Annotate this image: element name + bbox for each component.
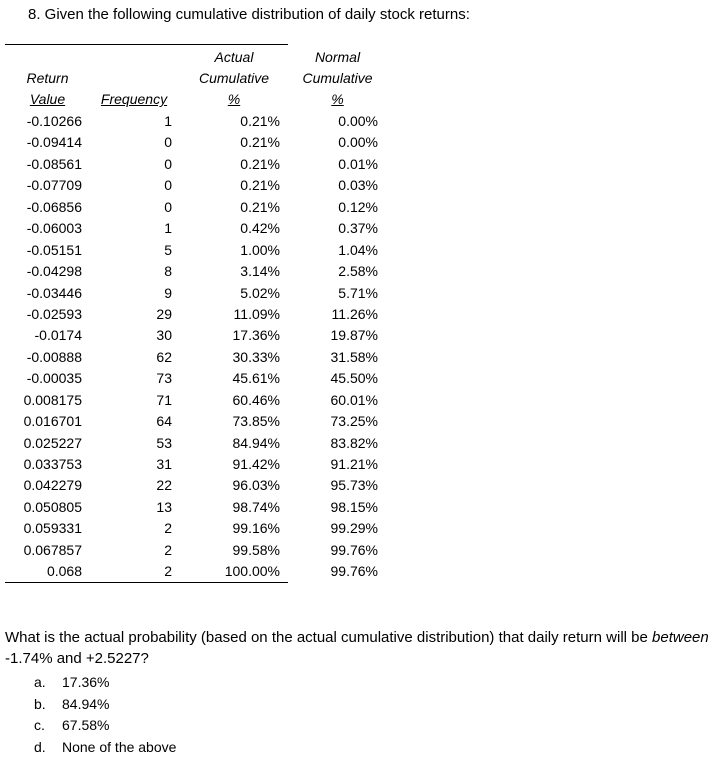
cell-return-value: -0.02593 [26, 305, 82, 322]
cell-frequency: 71 [156, 391, 172, 408]
cell-normal-cumulative: 60.01% [330, 391, 378, 408]
cell-frequency: 62 [156, 348, 172, 365]
header-return-line-2: Value [29, 91, 66, 107]
cell-return-value: 0.008175 [23, 391, 82, 408]
cell-return-value: 0.025227 [23, 434, 82, 451]
cell-return-value: 0.067857 [23, 541, 82, 558]
cell-return-value: -0.0174 [34, 327, 82, 344]
cell-normal-cumulative: 99.76% [330, 563, 378, 580]
cell-normal-cumulative: 2.58% [338, 263, 378, 280]
question-text-between: between [652, 629, 709, 646]
cell-actual-cumulative: 11.09% [233, 305, 280, 322]
cell-normal-cumulative: 0.03% [338, 177, 378, 194]
cell-return-value: -0.00888 [26, 348, 82, 365]
cell-actual-cumulative: 73.85% [232, 413, 280, 430]
cell-normal-cumulative: 0.12% [338, 198, 378, 215]
header-frequency [94, 89, 174, 110]
cell-normal-cumulative: 11.26% [331, 305, 378, 322]
cell-frequency: 9 [164, 284, 172, 301]
cell-normal-cumulative: 0.00% [338, 134, 378, 151]
header-actual-cumulative [185, 47, 283, 110]
header-return-value [10, 68, 85, 110]
cell-normal-cumulative: 83.82% [330, 434, 378, 451]
cell-actual-cumulative: 0.42% [240, 220, 280, 237]
cell-actual-cumulative: 0.21% [240, 113, 280, 129]
choice-text: 67.58% [62, 717, 110, 733]
header-normal-line-1: Normal [314, 49, 361, 65]
cell-actual-cumulative: 100.00% [224, 563, 280, 580]
cell-return-value: -0.03446 [26, 284, 82, 301]
cell-normal-cumulative: 73.25% [330, 413, 378, 430]
cell-frequency: 22 [156, 477, 172, 494]
choice-a [34, 672, 176, 694]
header-normal-line-3: % [331, 91, 344, 107]
cell-normal-cumulative: 0.00% [338, 113, 378, 129]
cell-normal-cumulative: 91.21% [330, 456, 378, 472]
cell-frequency: 31 [156, 456, 172, 472]
cell-actual-cumulative: 30.33% [232, 348, 280, 365]
cell-return-value: -0.10266 [26, 113, 82, 129]
cell-actual-cumulative: 0.21% [240, 134, 280, 151]
cell-normal-cumulative: 1.04% [338, 241, 378, 258]
cell-frequency: 8 [164, 263, 172, 280]
cell-normal-cumulative: 45.50% [330, 370, 378, 387]
cell-frequency: 53 [156, 434, 172, 451]
cell-normal-cumulative: 0.01% [338, 155, 378, 172]
cell-actual-cumulative: 99.16% [232, 520, 280, 537]
choice-letter: a. [34, 674, 46, 690]
cell-frequency: 13 [156, 498, 172, 515]
cell-frequency: 29 [156, 305, 172, 322]
header-actual-line-3: % [227, 91, 241, 107]
cell-frequency: 0 [164, 198, 172, 215]
cell-return-value: -0.09414 [26, 134, 82, 151]
choice-d [34, 737, 176, 759]
cell-normal-cumulative: 99.76% [330, 541, 378, 558]
choice-b [34, 694, 176, 716]
choice-text: None of the above [62, 738, 177, 755]
cell-actual-cumulative: 98.74% [232, 498, 280, 515]
cell-return-value: -0.06003 [26, 220, 82, 237]
cell-normal-cumulative: 99.29% [330, 520, 378, 537]
cell-actual-cumulative: 96.03% [232, 477, 280, 494]
cell-frequency: 0 [164, 177, 172, 194]
answer-choices [34, 672, 176, 758]
cell-actual-cumulative: 0.21% [240, 155, 280, 172]
header-actual-line-2: Cumulative [198, 70, 270, 86]
cell-frequency: 73 [156, 370, 172, 387]
cell-frequency: 0 [164, 155, 172, 172]
question-text [5, 627, 717, 669]
choice-letter: c. [34, 717, 45, 733]
header-return-line-1: Return [26, 70, 69, 86]
cell-frequency: 1 [164, 113, 172, 129]
cell-return-value: 0.059331 [23, 520, 82, 537]
cell-frequency: 2 [164, 520, 172, 537]
cell-return-value: -0.04298 [26, 263, 82, 280]
cell-actual-cumulative: 1.00% [240, 241, 280, 258]
question-text-part1: What is the actual probability (based on the actual cumulative distribution) that daily return will be [5, 629, 648, 646]
cell-frequency: 64 [156, 413, 172, 430]
cell-actual-cumulative: 0.21% [240, 198, 280, 215]
choice-c [34, 715, 176, 737]
cell-actual-cumulative: 3.14% [240, 263, 280, 280]
cell-actual-cumulative: 45.61% [232, 370, 280, 387]
cell-normal-cumulative: 95.73% [330, 477, 378, 494]
cell-return-value: -0.08561 [26, 155, 82, 172]
cell-actual-cumulative: 91.42% [232, 456, 280, 472]
cell-normal-cumulative: 98.15% [330, 498, 378, 515]
cell-return-value: -0.06856 [26, 198, 82, 215]
cell-normal-cumulative: 19.87% [330, 327, 378, 344]
choice-letter: b. [34, 695, 46, 712]
cell-return-value: 0.016701 [23, 413, 82, 430]
table-top-rule [5, 44, 288, 45]
cell-return-value: 0.050805 [23, 498, 82, 515]
question-text-part2: -1.74% and +2.5227? [5, 650, 149, 667]
cell-actual-cumulative: 5.02% [240, 284, 280, 301]
cell-frequency: 5 [164, 241, 172, 258]
cell-return-value: 0.033753 [23, 456, 82, 472]
cell-actual-cumulative: 17.36% [232, 327, 280, 344]
cell-return-value: -0.00035 [26, 370, 82, 387]
choice-text: 84.94% [62, 695, 110, 712]
cell-actual-cumulative: 60.46% [232, 391, 280, 408]
cell-actual-cumulative: 99.58% [232, 541, 280, 558]
cell-normal-cumulative: 31.58% [330, 348, 378, 365]
cell-frequency: 2 [164, 541, 172, 558]
cell-return-value: -0.05151 [26, 241, 82, 258]
cell-frequency: 0 [164, 134, 172, 151]
cell-actual-cumulative: 84.94% [232, 434, 280, 451]
header-normal-line-2: Cumulative [302, 70, 373, 86]
cell-frequency: 1 [164, 220, 172, 237]
header-normal-cumulative [290, 47, 385, 110]
cell-frequency: 30 [156, 327, 172, 344]
table-bottom-rule [5, 582, 288, 583]
cell-frequency: 2 [164, 563, 172, 580]
cell-return-value: 0.068 [46, 563, 82, 580]
cell-normal-cumulative: 0.37% [338, 220, 378, 237]
cell-return-value: 0.042279 [23, 477, 82, 494]
choice-text: 17.36% [62, 674, 110, 690]
question-title: 8. Given the following cumulative distribution of daily stock returns: [28, 6, 470, 23]
header-actual-line-1: Actual [214, 49, 254, 65]
choice-letter: d. [34, 738, 46, 755]
cell-actual-cumulative: 0.21% [240, 177, 280, 194]
cell-normal-cumulative: 5.71% [338, 284, 378, 301]
cell-return-value: -0.07709 [26, 177, 82, 194]
header-frequency-line-1: Frequency [100, 91, 168, 107]
